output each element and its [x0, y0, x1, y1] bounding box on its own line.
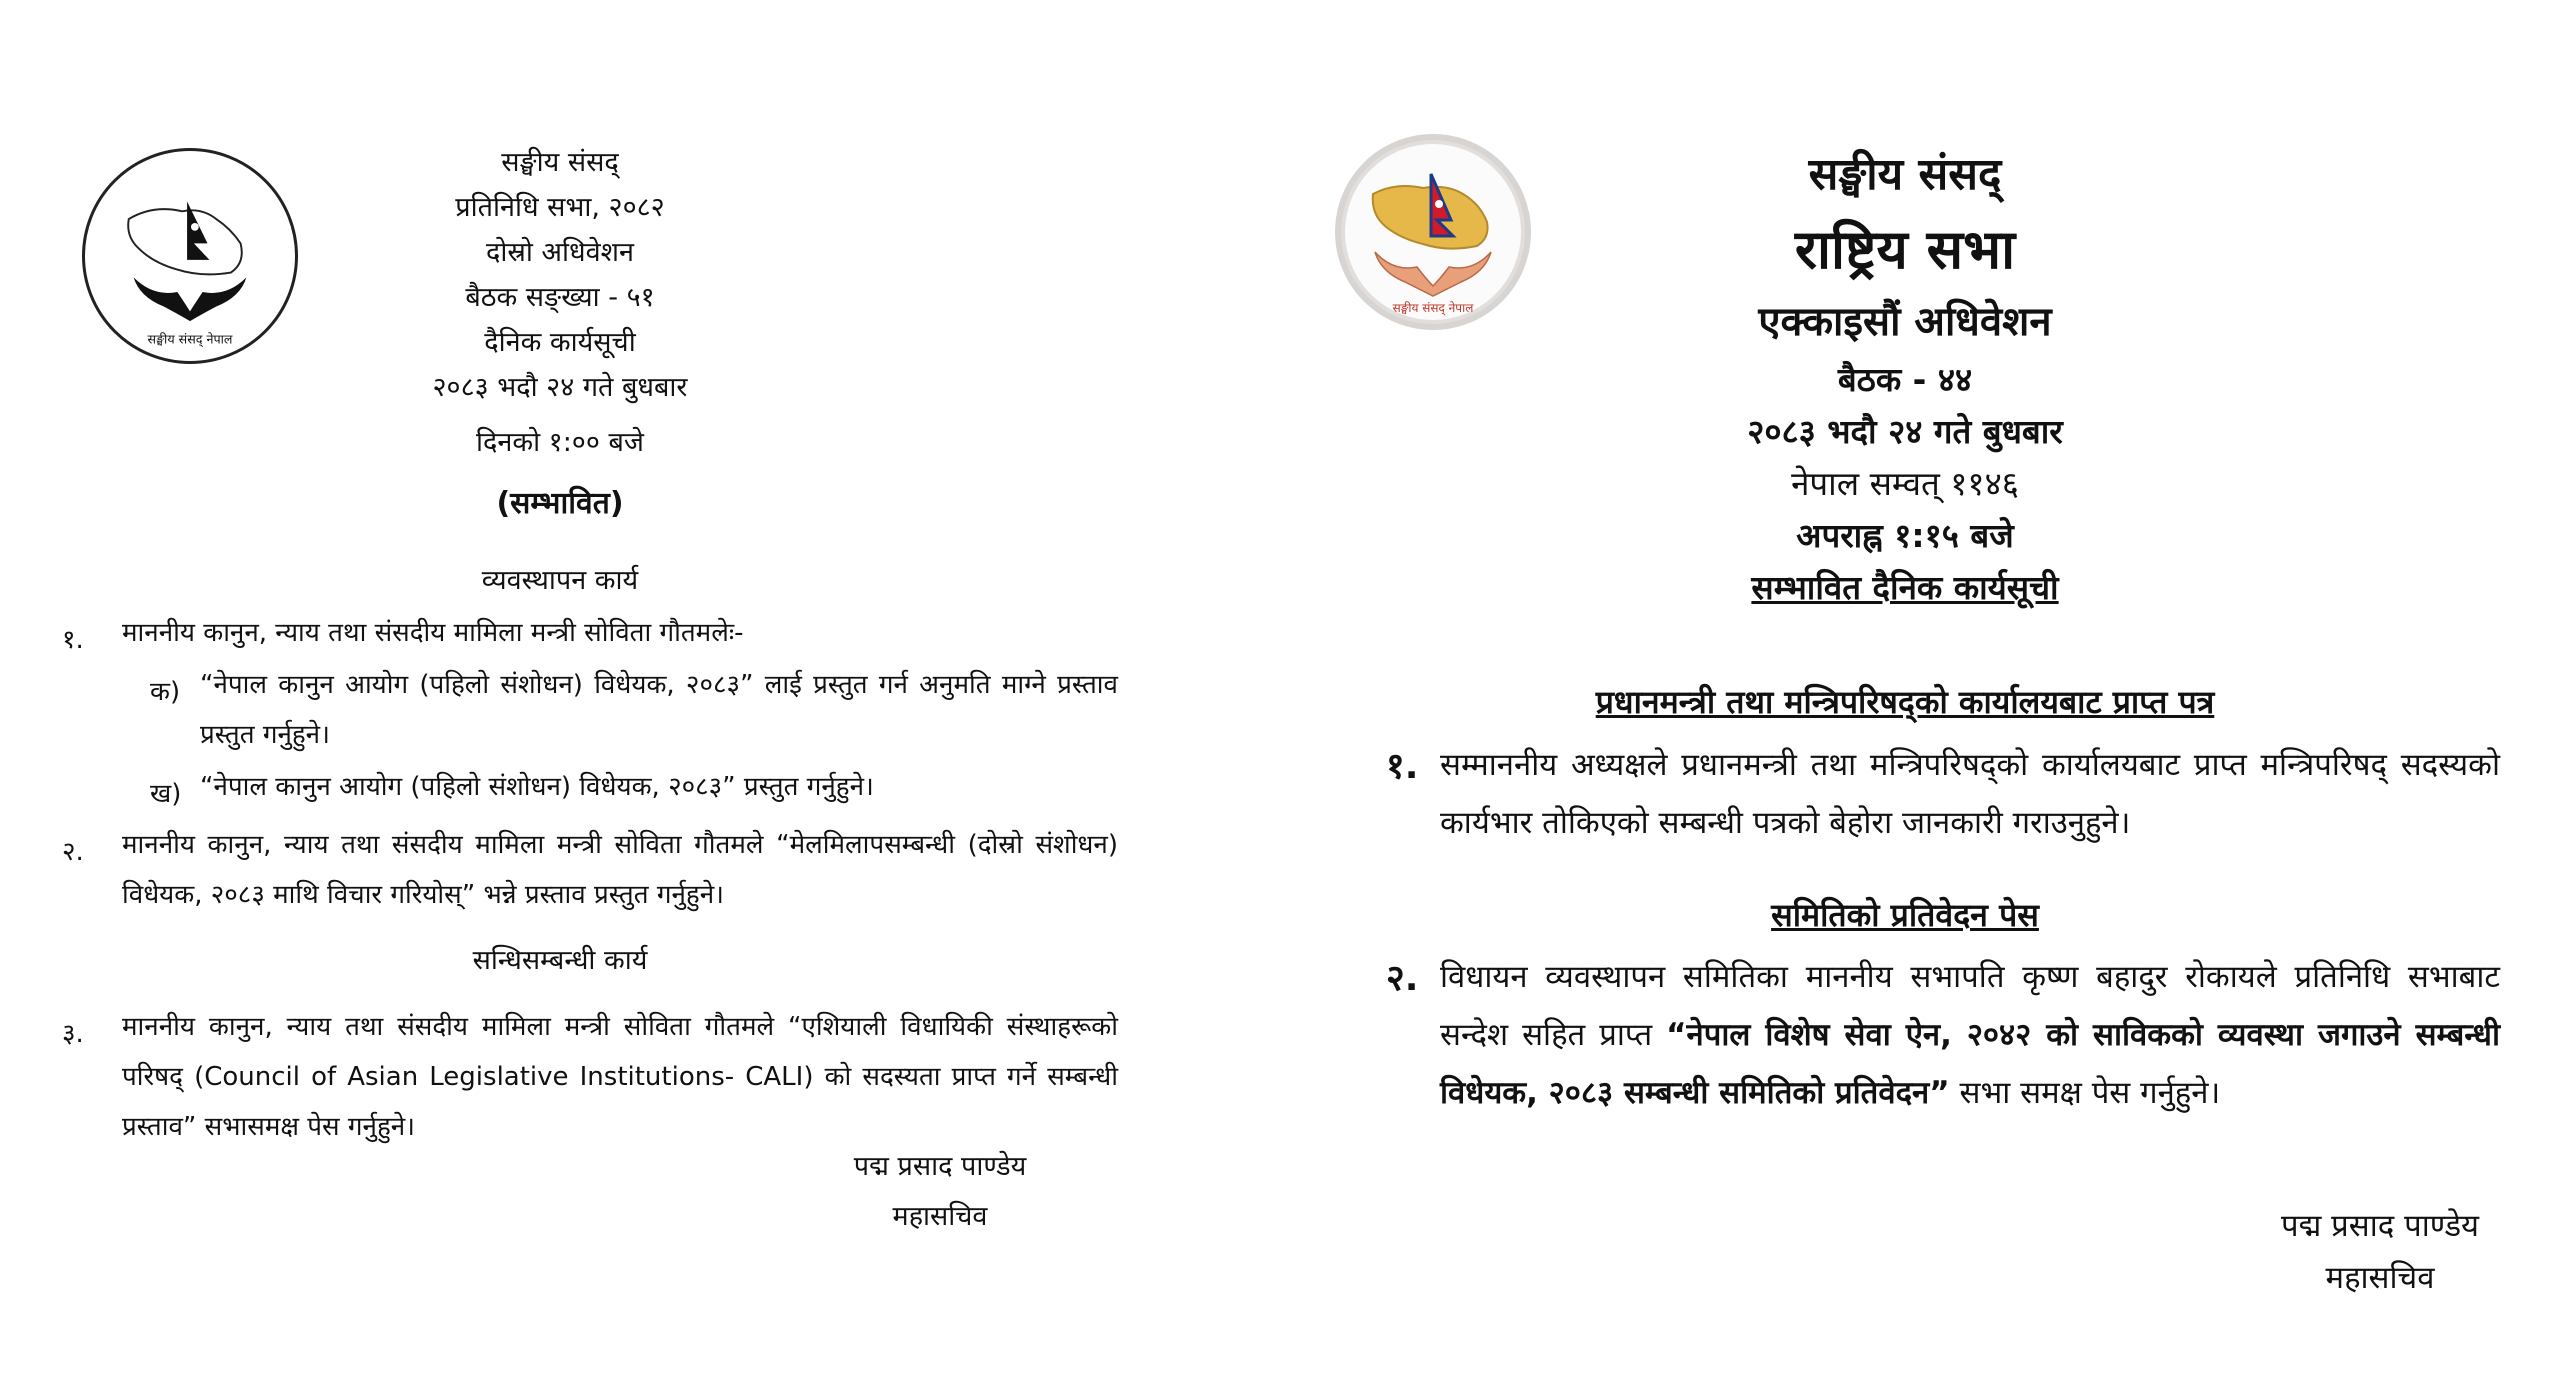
bill-title: “नेपाल विशेष सेवा ऐन, २०४२ को साविकको व्यवस्था जगाउने सम्बन्धी विधेयक, २०८३ सम्बन्धी समितिको प्रतिवेदन”: [1440, 1017, 2500, 1111]
probable-label: (सम्भावित): [496, 486, 624, 521]
sub-item-label: क): [150, 677, 181, 707]
signatory: [800, 1142, 1080, 1242]
agenda-item-1a: “नेपाल कानुन आयोग (पहिलो संशोधन) विधेयक, २०८३” लाई प्रस्तुत गर्न अनुमति माग्ने प्रस्ताव प्रस्तुत गर्नुहुने।: [200, 670, 1118, 750]
header-line: दोस्रो अधिवेशन: [485, 237, 634, 268]
header-line: सङ्घीय संसद्: [501, 147, 619, 178]
section-title-treaty: सन्धिसम्बन्धी कार्य: [472, 945, 648, 976]
header: [80, 140, 1040, 526]
signatory-name: पद्म प्रसाद पाण्डेय: [2280, 1208, 2480, 1244]
national-assembly-agenda: [1290, 0, 2560, 1378]
meeting-date: २०८३ भदौ २४ गते बुधबार: [1747, 412, 2063, 451]
nepal-sambat: नेपाल सम्वत् ११४६: [1791, 464, 2019, 503]
agenda-item-2: [1440, 948, 2500, 1122]
item-number: १.: [62, 625, 84, 655]
agenda-item-1: सम्माननीय अध्यक्षले प्रधानमन्त्री तथा मन्त्रिपरिषद्को कार्यालयबाट प्राप्त मन्त्रिपरिषद् सदस्यको कार्यभार तोकिएको सम्बन्धी पत्रको बेहोरा जानकारी गराउनुहुने।: [1440, 747, 2500, 841]
section-title-legislation: व्यवस्थापन कार्य: [481, 565, 639, 596]
agenda-title: सम्भावित दैनिक कार्यसूची: [1751, 568, 2059, 607]
item-text: सभा समक्ष पेस गर्नुहुने।: [1949, 1075, 2221, 1111]
item-number: २.: [1386, 958, 1419, 999]
signatory-name: पद्म प्रसाद पाण्डेय: [853, 1151, 1027, 1182]
agenda-item-3: माननीय कानुन, न्याय तथा संसदीय मामिला मन्त्री सोविता गौतमले “एशियाली विधायिकी संस्थाहरूको परिषद् (Council of Asian Legislative Institutions- CALI) को सदस्यता प्राप्त गर्ने सम्बन्धी प्रस्ताव” सभासमक्ष पेस गर्नुहुने।: [122, 1012, 1118, 1142]
header-line: प्रतिनिधि सभा, २०८२: [455, 192, 665, 223]
agenda-item-1b: “नेपाल कानुन आयोग (पहिलो संशोधन) विधेयक, २०८३” प्रस्तुत गर्नुहुने।: [200, 772, 874, 802]
item-number: १.: [1386, 746, 1419, 787]
agenda-item-1: माननीय कानुन, न्याय तथा संसदीय मामिला मन्त्री सोविता गौतमलेः-: [122, 618, 744, 648]
logo-caption: सङ्घीय संसद् नेपाल: [147, 331, 233, 347]
meeting-number: बैठक - ४४: [1837, 360, 1973, 399]
header-line: बैठक सङ्ख्या - ५१: [465, 282, 655, 313]
item-number: २.: [62, 837, 84, 867]
meeting-time: अपराह्न १:१५ बजे: [1796, 516, 2014, 555]
logo-caption: सङ्घीय संसद् नेपाल: [1392, 301, 1474, 315]
house-of-representatives-agenda: [0, 0, 1140, 1378]
signatory-title: महासचिव: [2325, 1260, 2435, 1296]
section-title-committee-report: समितिको प्रतिवेदन पेस: [1771, 896, 2039, 934]
header: [1290, 140, 2520, 614]
signatory: [2210, 1200, 2550, 1304]
signatory-title: महासचिव: [892, 1201, 988, 1232]
agenda-item-2: माननीय कानुन, न्याय तथा संसदीय मामिला मन्त्री सोविता गौतमले “मेलमिलापसम्बन्धी (दोस्रो संशोधन) विधेयक, २०८३ माथि विचार गरियोस्” भन्ने प्रस्ताव प्रस्तुत गर्नुहुने।: [122, 830, 1118, 910]
item-text: विधायन व्यवस्थापन समितिका माननीय सभापति कृष्ण बहादुर रोकायले प्रतिनिधि सभाबाट सन्देश सहित प्राप्त: [1440, 959, 2500, 1053]
meeting-time: दिनको १:०० बजे: [476, 427, 644, 458]
session-title: एक्काइसौं अधिवेशन: [1758, 299, 2052, 345]
header-line: २०८३ भदौ २४ गते बुधबार: [432, 372, 688, 403]
section-title-pm-office: प्रधानमन्त्री तथा मन्त्रिपरिषद्को कार्यालयबाट प्राप्त पत्र: [1595, 683, 2215, 721]
assembly-title: राष्ट्रिय सभा: [1794, 218, 2016, 281]
parliament-title: सङ्घीय संसद्: [1808, 149, 2002, 200]
sub-item-label: ख): [150, 779, 182, 809]
item-number: ३.: [62, 1019, 84, 1049]
header-line: दैनिक कार्यसूची: [484, 327, 636, 358]
